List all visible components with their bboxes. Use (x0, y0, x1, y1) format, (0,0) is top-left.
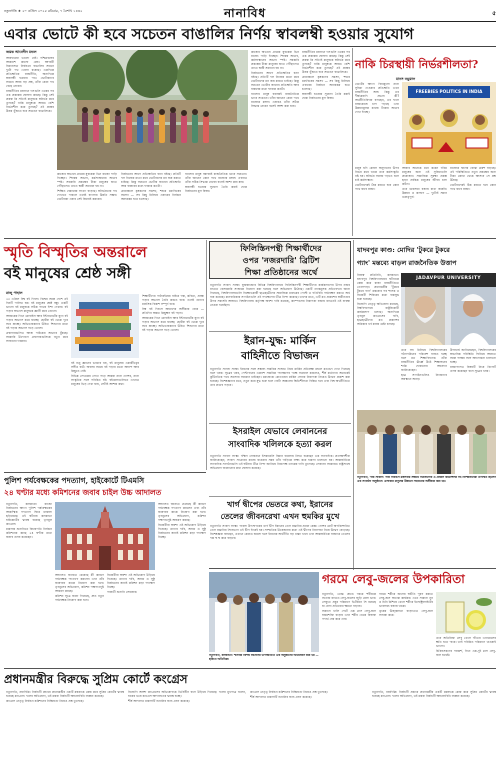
top-story-headline: এবার ভোটে কী হবে সচেতন বাঙালির নির্ণয় স্বাবলম্বী হওয়ার সুযোগ (4, 25, 414, 43)
paragraph: শিক্ষিত বেকারের সংখ্যা বাড়ছে। স্বনির্ভরতার পথ দেখাতে পারলে তবেই বাংলার উন্নতি সম্ভব। ভোটাররা এবার সেই বিচারই করবেন। (57, 189, 117, 201)
paragraph: শীর্ষ আদালত মামলাটি শুনানির জন্য গ্রহণ করেছে। (250, 695, 312, 699)
top-story-body-col5 (251, 50, 299, 236)
paragraph: চিকিৎসকদের পরামর্শ, দিনে এক-দুই গ্লাস লেবু-জল যথেষ্ট। (436, 649, 496, 657)
paragraph: আবহাওয়া ভালো নেই। পশ্চিমবঙ্গের আকাশে কালো মেঘ। আগামী বিধানসভা নির্বাচনে বাঙালির সামনে দুটো পথ খোলা রয়েছে। একদিকে প্রতিশ্রুতির রাজনীতি, অন্যদিকে স্বাবলম্বী হওয়ার পথ। ভোটারদের সামনে আজ বড় প্রশ্ন, তাঁরা কোন পথ বেছে নেবেন। (6, 56, 54, 88)
paragraph: নতুনগতি, নয়াদিল্লি: নির্বাচনী প্রচারে প্রধানমন্ত্রীর একটি মন্তব্যকে কেন্দ্র করে সুপ্রিম কোর্টের দ্বারস্থ হয়েছে কংগ্রেস। দলের অভিযোগ, ওই মন্তব্য নির্বাচনী আচরণবিধি লঙ্ঘন করেছে। (372, 690, 496, 698)
gathering-photo (209, 572, 319, 652)
paragraph: মামলার শুনানিতে বিচারপতি নির্বাচন কমিশনের কাছে ২৪ ঘণ্টার মধ্যে জবাব তলব করেছেন। (6, 527, 52, 539)
paragraph: বাংলার মানুষ বরাবরই রাজনৈতিক ভাবে সচেতন। তাঁরা জানেন কোন পথে রাজ্যের মঙ্গল। এবারও তাঁরা সঠিক সিদ্ধান্ত নেবেন বলেই আশা করা যায়। (185, 172, 247, 184)
court-headline: প্রধানমন্ত্রীর বিরুদ্ধে সুপ্রিম কোর্টে কংগ্রেস (4, 672, 188, 686)
police-body-col2 (55, 573, 104, 652)
palestine-headline-line1: ফিলিস্তিনপন্থী শিক্ষার্থীদের (240, 243, 322, 253)
paragraph: সকালে খালি পেটে এক গ্লাস লেবু-জল হজমশক্তি বাড়ায় এবং শরীর থেকে বিষাক্ত পদার্থ বের করে দেয়। (322, 609, 376, 621)
books-headline-line2: বই মানুষের শ্রেষ্ঠ সঙ্গী (4, 264, 131, 282)
iran-body: নতুনগতি সংবাদ সংস্থা: ইরানের সঙ্গে সম্ভাব্য সামরিক সংঘাত নিয়ে মার্কিন প্রতিরক্ষা মহলে মতভেদ দেখা দিয়েছে বলে খবর। সূত্রের খবর, পেন্টাগনের একাংশ সামরিক পদক্ষেপের পক্ষে সওয়াল করলেও, শীর্ষ কর্তাদের অনেকেই কূটনৈতিক পথে সমস্যার সমাধান চাইছেন। মধ্যপ্রাচ্যে মোতায়েন মার্কিন সেনার নিরাপত্তা নিয়েও উদ্বেগ প্রকাশ করা হয়েছে। বিশেষজ্ঞদের মতে, নতুন করে যুদ্ধ শুরু হলে গোটা অঞ্চলের স্থিতিশীলতা বিঘ্নিত হবে এবং বিশ্ব অর্থনীতিতে তার প্রভাব পড়বে। (210, 367, 350, 387)
gulf-body: নতুনগতি সংবাদ সংস্থা: পারস্য উপসাগরের খার্গ দ্বীপ ইরানের তেল রপ্তানির প্রধান কেন্দ্র। দেশের মোট অপরিশোধিত তেল রপ্তানির সিংহভাগ এই দ্বীপ দিয়েই হয়। সাম্প্রতিক উত্তেজনার মধ্যে এই দ্বীপের নিরাপত্তা নিয়ে উদ্বেগ বেড়েছে। বিশেষজ্ঞরা বলছেন, এখানে কোনও হামলা হলে ইরানের অর্থনীতি বড় ধাক্কা খাবে এবং আন্তর্জাতিক বাজারে তেলের দাম হু হু করে বাড়বে। (210, 524, 350, 540)
jadavpur-headline-line1: যাদবপুর কাণ্ড: মোদির 'টুকরে টুকরে (357, 246, 450, 254)
top-story-body-col3 (121, 172, 181, 236)
paragraph: ভোটারদেরই ঠিক করতে হবে কোন পথে যাবে রাজ্য। (450, 183, 496, 191)
police-body-col4 (158, 502, 206, 652)
court-body-col2 (128, 690, 246, 762)
freebies-headline: নাকি চিরস্থায়ী নির্ভরশীলতা? (355, 58, 479, 71)
freebies-body-col2 (355, 166, 399, 236)
paragraph: কংগ্রেস নেতৃত্ব নির্বাচন কমিশনের নিষ্ক্রিয়তা নিয়েও প্রশ্ন তুলেছে। (250, 690, 328, 694)
voter-queue-photo (57, 50, 248, 170)
books-body-col1 (6, 297, 68, 469)
iran-headline-line2: বাহিনীতে বিভাজন (241, 350, 319, 362)
paragraph: ত্বকের উজ্জ্বলতা বাড়াতেও লেবু-জল সাহায্য করে। (379, 609, 433, 617)
books-photo (71, 294, 139, 358)
court-body-col4 (372, 690, 496, 762)
freebies-banner-text: FREEBIES POLITICS IN INDIA (415, 89, 483, 94)
paragraph: স্বাবলম্বী হওয়ার সুযোগ তৈরি করাই হোক নির্বাচনের মূল বিষয়। (302, 92, 350, 100)
paragraph: তবে অতিরিক্ত লেবু খেলে দাঁতের এনামেলের ক্ষতি হতে পারে। তাই পরিমিত পরিমাণে খাওয়াই ভালো। (436, 636, 496, 648)
court-body-col3 (250, 690, 368, 762)
paragraph: ২৩ এপ্রিল বিশ্ব বই দিবস। বিশ্বের সমস্ত দেশে এই দিনটি পালিত হয়। বই মানুষের শ্রেষ্ঠ বন্ধু। একটি ভালো বই মানুষকে সঠিক পথের দিশা দেখায়। বই পড়ার অভ্যাস মানুষকে জ্ঞানী করে তোলে। (6, 297, 68, 313)
paragraph: কংগ্রেস নেতৃত্ব নির্বাচন কমিশনের নিষ্ক্রিয়তা নিয়েও প্রশ্ন তুলেছে। (6, 699, 84, 703)
paragraph: আজকের দিনে মোবাইল আর ইন্টারনেটের যুগে বই পড়ার অভ্যাস কমে যাচ্ছে। ছোটরা বই থেকে দূরে সরে যাচ্ছে। অভিভাবকদের উচিত শিশুদের মধ্যে বই পড়ার অভ্যাস গড়ে তোলা। (142, 316, 204, 332)
jadavpur-body-col2 (401, 348, 447, 408)
jadavpur-headline-line2: গ্যাং' মন্তব্যে বাড়ল রাজনৈতিক উত্তাপ (357, 259, 457, 267)
paragraph: রাজনীতির ময়দানে দলগুলি একের পর এক প্রকল্পের ঘোষণা করছে। কিন্তু সেই প্রকল্প কি সত্যিই মানুষকে স্বনির্ভর করে তুলছে? নাকি মানুষকে আরও বেশি নির্ভরশীল করে তুলছে? এই প্রশ্নের উত্তর খুঁজতে হবে সচেতন বাঙালিকে। (302, 50, 350, 74)
paragraph: স্বাবলম্বী হওয়ার সুযোগ তৈরি করাই হোক নির্বাচনের মূল বিষয়। (185, 185, 247, 193)
paragraph: নতুনগতি, ডেস্ক: প্রচণ্ড গরমে শরীরকে সতেজ রাখতে লেবু-জলের জুড়ি মেলা ভার। লেবুতে প্রচুর পরিমাণে ভিটামিন সি রয়েছে যা রোগ প্রতিরোধ ক্ষমতা বাড়ায়। (322, 592, 376, 608)
palestine-body: নতুনগতি সংবাদ সংস্থা: যুক্তরাজ্যের বিভিন্ন বিশ্ববিদ্যালয়ে ফিলিস্তিনপন্থী শিক্ষার্থীদের কার্যকলাপের উপর নজর রাখতে বেসরকারি সংস্থাকে নিয়োগ করা হয়েছে বলে অভিযোগ উঠেছে। একটি তদন্তমূলক প্রতিবেদনে জানা গিয়েছে, বিশ্ববিদ্যালয়গুলি বিক্ষোভকারী ছাত্রছাত্রীদের সামাজিক মাধ্যমের পোস্ট ও গতিবিধি পর্যবেক্ষণ করতে অর্থ ব্যয় করেছে। মানবাধিকার সংগঠনগুলি এই পদক্ষেপের তীব্র নিন্দা করেছে। তাদের মতে, এটি মত প্রকাশের স্বাধীনতার উপর সরাসরি আঘাত। বিশ্ববিদ্যালয় কর্তৃপক্ষ অবশ্য দাবি করেছে, ক্যাম্পাসের নিরাপত্তা বজায় রাখতেই এই ব্যবস্থা নেওয়া হয়েছিল। (210, 283, 350, 307)
paragraph: গরমে শরীরে জলের ঘাটতি পূরণ করতে লেবু-জল অত্যন্ত কার্যকর। এতে সামান্য নুন ও চিনি মিশিয়ে খেলে শরীরে ইলেক্ট্রোলাইটের ভারসাম্য বজায় থাকে। (379, 592, 433, 608)
jadavpur-body-col1 (357, 273, 399, 393)
paragraph: ছাত্র সংগঠনগুলিও নিজেদের অবস্থানে অনড়। (401, 373, 447, 381)
police-body-col3 (107, 573, 155, 652)
iran-headline-line1: ইরান-যুদ্ধ: মার্কিন (244, 335, 316, 347)
top-story-byline: জয়ন্ত আবেদীন মন্ডল (6, 50, 37, 54)
lemon-body-col3 (436, 636, 496, 666)
paragraph: বিজেপি নেতৃত্ব অভিযোগ করেছে, বিশ্ববিদ্যালয়ে রাষ্ট্রবিরোধী কার্যকলাপ চলছে। অন্যদিকে তৃণমূল কংগ্রেসের দাবি, ছাত্রছাত্রীদের মত প্রকাশের অধিকার খর্ব করার চেষ্টা চলছে। (357, 302, 399, 326)
jadavpur-photo-sign: JADAVPUR UNIVERSITY (416, 276, 481, 281)
books-headline-line1: স্মৃতি বিস্মৃতির অন্তরালে (4, 243, 147, 261)
paragraph: আদালত জানতে চেয়েছে কী কারণে পর্যবেক্ষক পদত্যাগ করলেন এবং তাঁর জায়গায় কাকে নিয়োগ করা হবে। তৃণমূলের অভিযোগ, কমিশন পক্ষপাতদুষ্ট আচরণ করছে। (55, 573, 104, 593)
gulf-headline-line1: খার্গ দ্বীপের ভেতরে কথা, ইরানের (226, 499, 334, 509)
books-body-col3 (142, 294, 204, 469)
freebies-body-col3 (402, 166, 447, 236)
lemon-headline: গরমে লেবু-জলের উপকারিতা (322, 572, 465, 586)
freebies-byline: মানস বড়ুয়াল (396, 77, 416, 81)
paragraph: বিজেপি অবশ্য কংগ্রেসের অভিযোগকে ভিত্তিহীন বলে উড়িয়ে দিয়েছে। দলের মুখপাত্র বলেন, হারের ভয়ে কংগ্রেস আদালতের দ্বারস্থ হচ্ছে। (128, 690, 246, 698)
paragraph: নির্বাচনের আগে প্রতিশ্রুতির বন্যা বইছে। প্রতিটি দল নিজের মতো করে ভোটারদের মন জয় করতে চাইছে। কিন্তু সচেতন ভোটার জানেন প্রতিশ্রুতি আর বাস্তবের মধ্যে ফারাক কতটা। (121, 172, 181, 188)
event-photo (357, 410, 496, 474)
freebies-illustration (402, 82, 496, 164)
paragraph: কাজের অভাবে গ্রামের যুবকেরা ভিন রাজ্যে পাড়ি দিচ্ছেন। শিল্পের অভাব, কর্মসংস্থানের অভাব স্পষ্ট। সরকারি প্রকল্পের টাকা মানুষের হাতে পৌঁছালেও তাতে স্থায়ী সমাধান হয় না। (251, 50, 299, 70)
paragraph: গ্রামাঞ্চলে কৃষকদের সমস্যা, শহরে মধ্যবিত্তের সমস্যা — সব কিছু মিলিয়ে এবারের নির্বাচন অন্যরকম হতে চলেছে। (121, 189, 181, 201)
police-body-col1 (6, 502, 52, 652)
court-body-col1 (6, 690, 124, 762)
paragraph: শিক্ষার্থীদের পাঠ্যবইয়ের বাইরে গল্প, কবিতা, প্রবন্ধ পড়ার অভ্যাস তৈরি করতে হবে। তবেই তাদের মানসিক বিকাশ সম্পূর্ণ হবে। (142, 294, 204, 306)
police-headline-line1: পুলিশ পর্যবেক্ষকের পদত্যাগ, হাইকোর্টে টিএমসি (4, 476, 145, 485)
paragraph: গ্রামাঞ্চলে কৃষকদের সমস্যা, শহরে মধ্যবিত্তের সমস্যা — সব কিছু মিলিয়ে এবারের নির্বাচন অন্যরকম হতে চলেছে। (302, 75, 350, 91)
paragraph: উপাচার্য জানিয়েছেন, বিশ্ববিদ্যালয়ের স্বাভাবিক পরিস্থিতি ফিরিয়ে আনতে সমস্ত পক্ষের সঙ্গে আলোচনা চালানো হচ্ছে। (450, 348, 496, 364)
paragraph: ভোটারদেরই ঠিক করতে হবে কোন পথে যাবে রাজ্য। (355, 183, 399, 191)
paragraph: রাজ্যের ঋণের বোঝা ক্রমশ বাড়ছে। এই পরিস্থিতিতে নতুন প্রকল্পের জন্য টাকা কোথা থেকে আসবে সে প্রশ্ন উঠছে। (450, 166, 496, 182)
books-body-col2 (71, 361, 139, 469)
paragraph: পরবর্তী শুনানি সোমবার। (107, 590, 138, 594)
paragraph: শীর্ষ আদালত মামলাটি শুনানির জন্য গ্রহণ করেছে। (128, 699, 190, 703)
paragraph: বিভিন্ন লেখকের লেখা পড়ে আমরা নানা দেশের, নানা সংস্কৃতির সঙ্গে পরিচিত হই। বইমেলাগুলিতে এখনও মানুষের ভিড় দেখা যায়, সেটাই আশার কথা। (71, 374, 139, 386)
israel-headline-line1: ইসরাইল যেভাবে লেবাননের (232, 427, 328, 437)
paragraph: নির্বাচনের আগে প্রতিশ্রুতির বন্যা বইছে। প্রতিটি দল নিজের মতো করে ভোটারদের মন জয় করতে চাইছে। কিন্তু সচেতন ভোটার জানেন প্রতিশ্রুতি আর বাস্তবের মধ্যে ফারাক কতটা। (251, 71, 299, 91)
freebies-body-col1 (355, 82, 399, 162)
books-byline: রাজু পাহাল (6, 291, 23, 295)
paragraph: ভোটের আগে বিনামূল্যে নানা সুবিধা দেওয়ার প্রতিশ্রুতি এখন রাজনীতির অঙ্গ। কিন্তু এর দীর্ঘমেয়াদি প্রভাব কী? অর্থনীতিবিদরা বলছেন, এর ফলে রাজকোষে চাপ পড়ছে এবং উন্নয়নমূলক কাজে টাকার অভাব দেখা দিচ্ছে। (355, 82, 399, 114)
gathering-photo-caption: নতুনগতি, কলকাতা: শনিবার বিশিষ্ট জনেদের উপস্থিতিতে এক অনুষ্ঠানের আয়োজন করা হয় — ছবিতে অতিথিরা। (209, 654, 319, 661)
jadavpur-body-col3 (450, 348, 496, 408)
paragraph: গ্রন্থাগারগুলিও আজ পাঠকের অভাবে ধুঁকছে। সরকারি উদ্যোগে গ্রন্থাগারগুলিকে নতুন করে সাজানো দরকার। (6, 331, 68, 343)
freebies-body-col4 (450, 166, 496, 236)
paragraph: মানুষ যদি কেবল অনুদানের উপর নির্ভর করে থাকে তবে কর্মসংস্কৃতি নষ্ট হয়। স্বনির্ভর সমাজ গড়তে হলে চাই কর্মসংস্থান। (355, 166, 399, 182)
paragraph: কাজের অভাবে গ্রামের যুবকেরা ভিন রাজ্যে পাড়ি দিচ্ছেন। শিল্পের অভাব, কর্মসংস্থানের অভাব স্পষ্ট। সরকারি প্রকল্পের টাকা মানুষের হাতে পৌঁছালেও তাতে স্থায়ী সমাধান হয় না। (57, 172, 117, 188)
high-court-photo (55, 502, 155, 570)
paragraph: বিরোধীরা অবশ্য এই অভিযোগ উড়িয়ে দিয়েছে। তাদের দাবি, অবাধ ও সুষ্ঠু নির্বাচনের জন্যই কমিশন কড়া পদক্ষেপ নিচ্ছে। (107, 573, 155, 589)
israel-headline-line2: সাংবাদিক খলিলকে হত্যা করল (228, 440, 332, 450)
paragraph: বিরোধীরা অবশ্য এই অভিযোগ উড়িয়ে দিয়েছে। তাদের দাবি, অবাধ ও সুষ্ঠু নির্বাচনের জন্যই কমিশন কড়া পদক্ষেপ নিচ্ছে। (158, 523, 206, 539)
paragraph: তবে সব মিলিয়ে বিশ্ববিদ্যালয়ের পঠনপাঠনের পরিবেশ ব্যাহত হচ্ছে বলে মত শিক্ষাবিদদের। তাঁরা রাজনীতির ঊর্ধ্বে উঠে শিক্ষাঙ্গনের শান্তি ফেরানোর আবেদন জানিয়েছেন। (401, 348, 447, 372)
israel-body: নতুনগতি সংবাদ সংস্থা: দক্ষিণ লেবাননে ইসরায়েলি বিমান হামলায় নিহত হয়েছেন এক সাংবাদিক। প্রত্যক্ষদর্শীরা জানিয়েছেন, সংবাদ সংগ্রহের কাজে যাওয়ার সময় তাঁর গাড়িকে লক্ষ্য করে হামলা চালানো হয়। আন্তর্জাতিক সাংবাদিক সংগঠনগুলি এই ঘটনার তীব্র নিন্দা জানিয়ে নিরপেক্ষ তদন্তের দাবি তুলেছে। লেবানন সরকারও রাষ্ট্রসংঘে অভিযোগ জানানোর কথা ঘোষণা করেছে। (210, 454, 350, 470)
paragraph: বই শুধু জ্ঞানের ভাণ্ডার নয়, বই মানুষের একাকীত্বের সঙ্গীও বটে। অবসর সময়ে বই পড়ার মতো আনন্দ আর কিছুতে নেই। (71, 361, 139, 373)
paragraph: রাজনীতির ময়দানে দলগুলি একের পর এক প্রকল্পের ঘোষণা করছে। কিন্তু সেই প্রকল্প কি সত্যিই মানুষকে স্বনির্ভর করে তুলছে? নাকি মানুষকে আরও বেশি নির্ভরশীল করে তুলছে? এই প্রশ্নের উত্তর খুঁজতে হবে সচেতন বাঙালিকে। (6, 89, 54, 113)
paragraph: কমিশন সূত্রে জানা গিয়েছে, দ্রুত নতুন পর্যবেক্ষক নিয়োগ করা হবে। (55, 594, 104, 602)
date-line: নতুনগতি ★ ২০ এপ্রিল ২০২৫ রবিবার, ৭ বৈশাখ ১৪৩২ (4, 9, 83, 13)
page-number: ৫ (492, 10, 496, 17)
palestine-headline-line2: ওপর 'নজরদারি' ব্রিটিশ (242, 255, 320, 265)
top-story-body-col6 (302, 50, 350, 236)
palestine-headline-line3: শিক্ষা প্রতিষ্ঠানের অর্থে (244, 267, 318, 277)
top-story-body-col4 (185, 172, 247, 236)
paragraph: বাংলার মানুষ বরাবরই রাজনৈতিক ভাবে সচেতন। তাঁরা জানেন কোন পথে রাজ্যের মঙ্গল। এবারও তাঁরা সঠিক সিদ্ধান্ত নেবেন বলেই আশা করা যায়। (251, 92, 299, 108)
police-headline-line2: ২৪ ঘণ্টার মধ্যে কমিশনের জবাব চাইল উচ্চ আদালত (4, 488, 162, 497)
jadavpur-photo (401, 273, 496, 345)
paragraph: আবার অনেকে মনে করেন দরিদ্র মানুষের জন্য এই সুবিধাগুলি প্রয়োজন। সামাজিক সুরক্ষা প্রকল্প ছাড়া প্রান্তিক মানুষের জীবন চলা কঠিন। (402, 166, 447, 186)
paragraph: নতুনগতি, নয়াদিল্লি: নির্বাচনী প্রচারে প্রধানমন্ত্রীর একটি মন্তব্যকে কেন্দ্র করে সুপ্রিম কোর্টের দ্বারস্থ হয়েছে কংগ্রেস। দলের অভিযোগ, ওই মন্তব্য নির্বাচনী আচরণবিধি লঙ্ঘন করেছে। (6, 690, 124, 698)
event-photo-caption: নতুনগতি, পার্ক সার্কাস: পার্ক সার্কাসে মঙ্গলবার সন্ধ্যায় সমাজসেবী ও প্রাক্তন কাউন্সিলর সহ বিশিষ্টজনেরা উপস্থিত ছিলেন এক সংবর্ধনা অনুষ্ঠানে। এলাকার মানুষের উন্নয়নে সহায়তার অঙ্গীকার করা হয়। (357, 476, 496, 483)
paragraph: আদালত জানতে চেয়েছে কী কারণে পর্যবেক্ষক পদত্যাগ করলেন এবং তাঁর জায়গায় কাকে নিয়োগ করা হবে। তৃণমূলের অভিযোগ, কমিশন পক্ষপাতদুষ্ট আচরণ করছে। (158, 502, 206, 522)
section-title: নানাবিধ (224, 6, 267, 20)
paragraph: বিশ্ব বই দিবসে আমাদের অঙ্গীকার হোক — প্রতিদিন অন্তত কিছুক্ষণ বই পড়ব। (142, 307, 204, 315)
lemon-photo (436, 592, 496, 634)
gulf-headline-line2: তেলের জীবনরেখা এখন হুমকির মুখে (220, 511, 340, 521)
lemon-body-col2 (379, 592, 433, 666)
lemon-body-col1 (322, 592, 376, 666)
top-story-body-col1 (6, 56, 54, 236)
paragraph: তবে ভারসাম্য বজায় রাখা জরুরি। উন্নয়ন ও কল্যাণ — দুটোই সমান গুরুত্বপূর্ণ। (402, 187, 447, 199)
paragraph: নতুনগতি, কলকাতা: রাজ্যে নির্বাচনের আগে পুলিশ পর্যবেক্ষকের আকস্মিক পদত্যাগ ঘিরে চাঞ্চল্য ছড়িয়েছে। এই ঘটনায় কলকাতা হাইকোর্টের দ্বারস্থ হয়েছে তৃণমূল কংগ্রেস। (6, 502, 52, 526)
masthead (4, 4, 496, 22)
paragraph: আজকের দিনে মোবাইল আর ইন্টারনেটের যুগে বই পড়ার অভ্যাস কমে যাচ্ছে। ছোটরা বই থেকে দূরে সরে যাচ্ছে। অভিভাবকদের উচিত শিশুদের মধ্যে বই পড়ার অভ্যাস গড়ে তোলা। (6, 314, 68, 330)
paragraph: নিজস্ব প্রতিনিধি, কলকাতা: যাদবপুর বিশ্ববিদ্যালয়ের ঘটনাকে কেন্দ্র করে রাজ্য রাজনীতিতে তোলপাড়। প্রধানমন্ত্রীর 'টুকরে টুকরে গ্যাং' মন্তব্যের পর শাসক ও বিরোধী শিবিরের মধ্যে বাকযুদ্ধ শুরু হয়েছে। (357, 273, 399, 301)
top-story-body-col2 (57, 172, 117, 236)
paragraph: রাজ্যপালও বিষয়টি নিয়ে রিপোর্ট তলব করেছেন বলে সূত্রের খবর। (450, 365, 496, 373)
